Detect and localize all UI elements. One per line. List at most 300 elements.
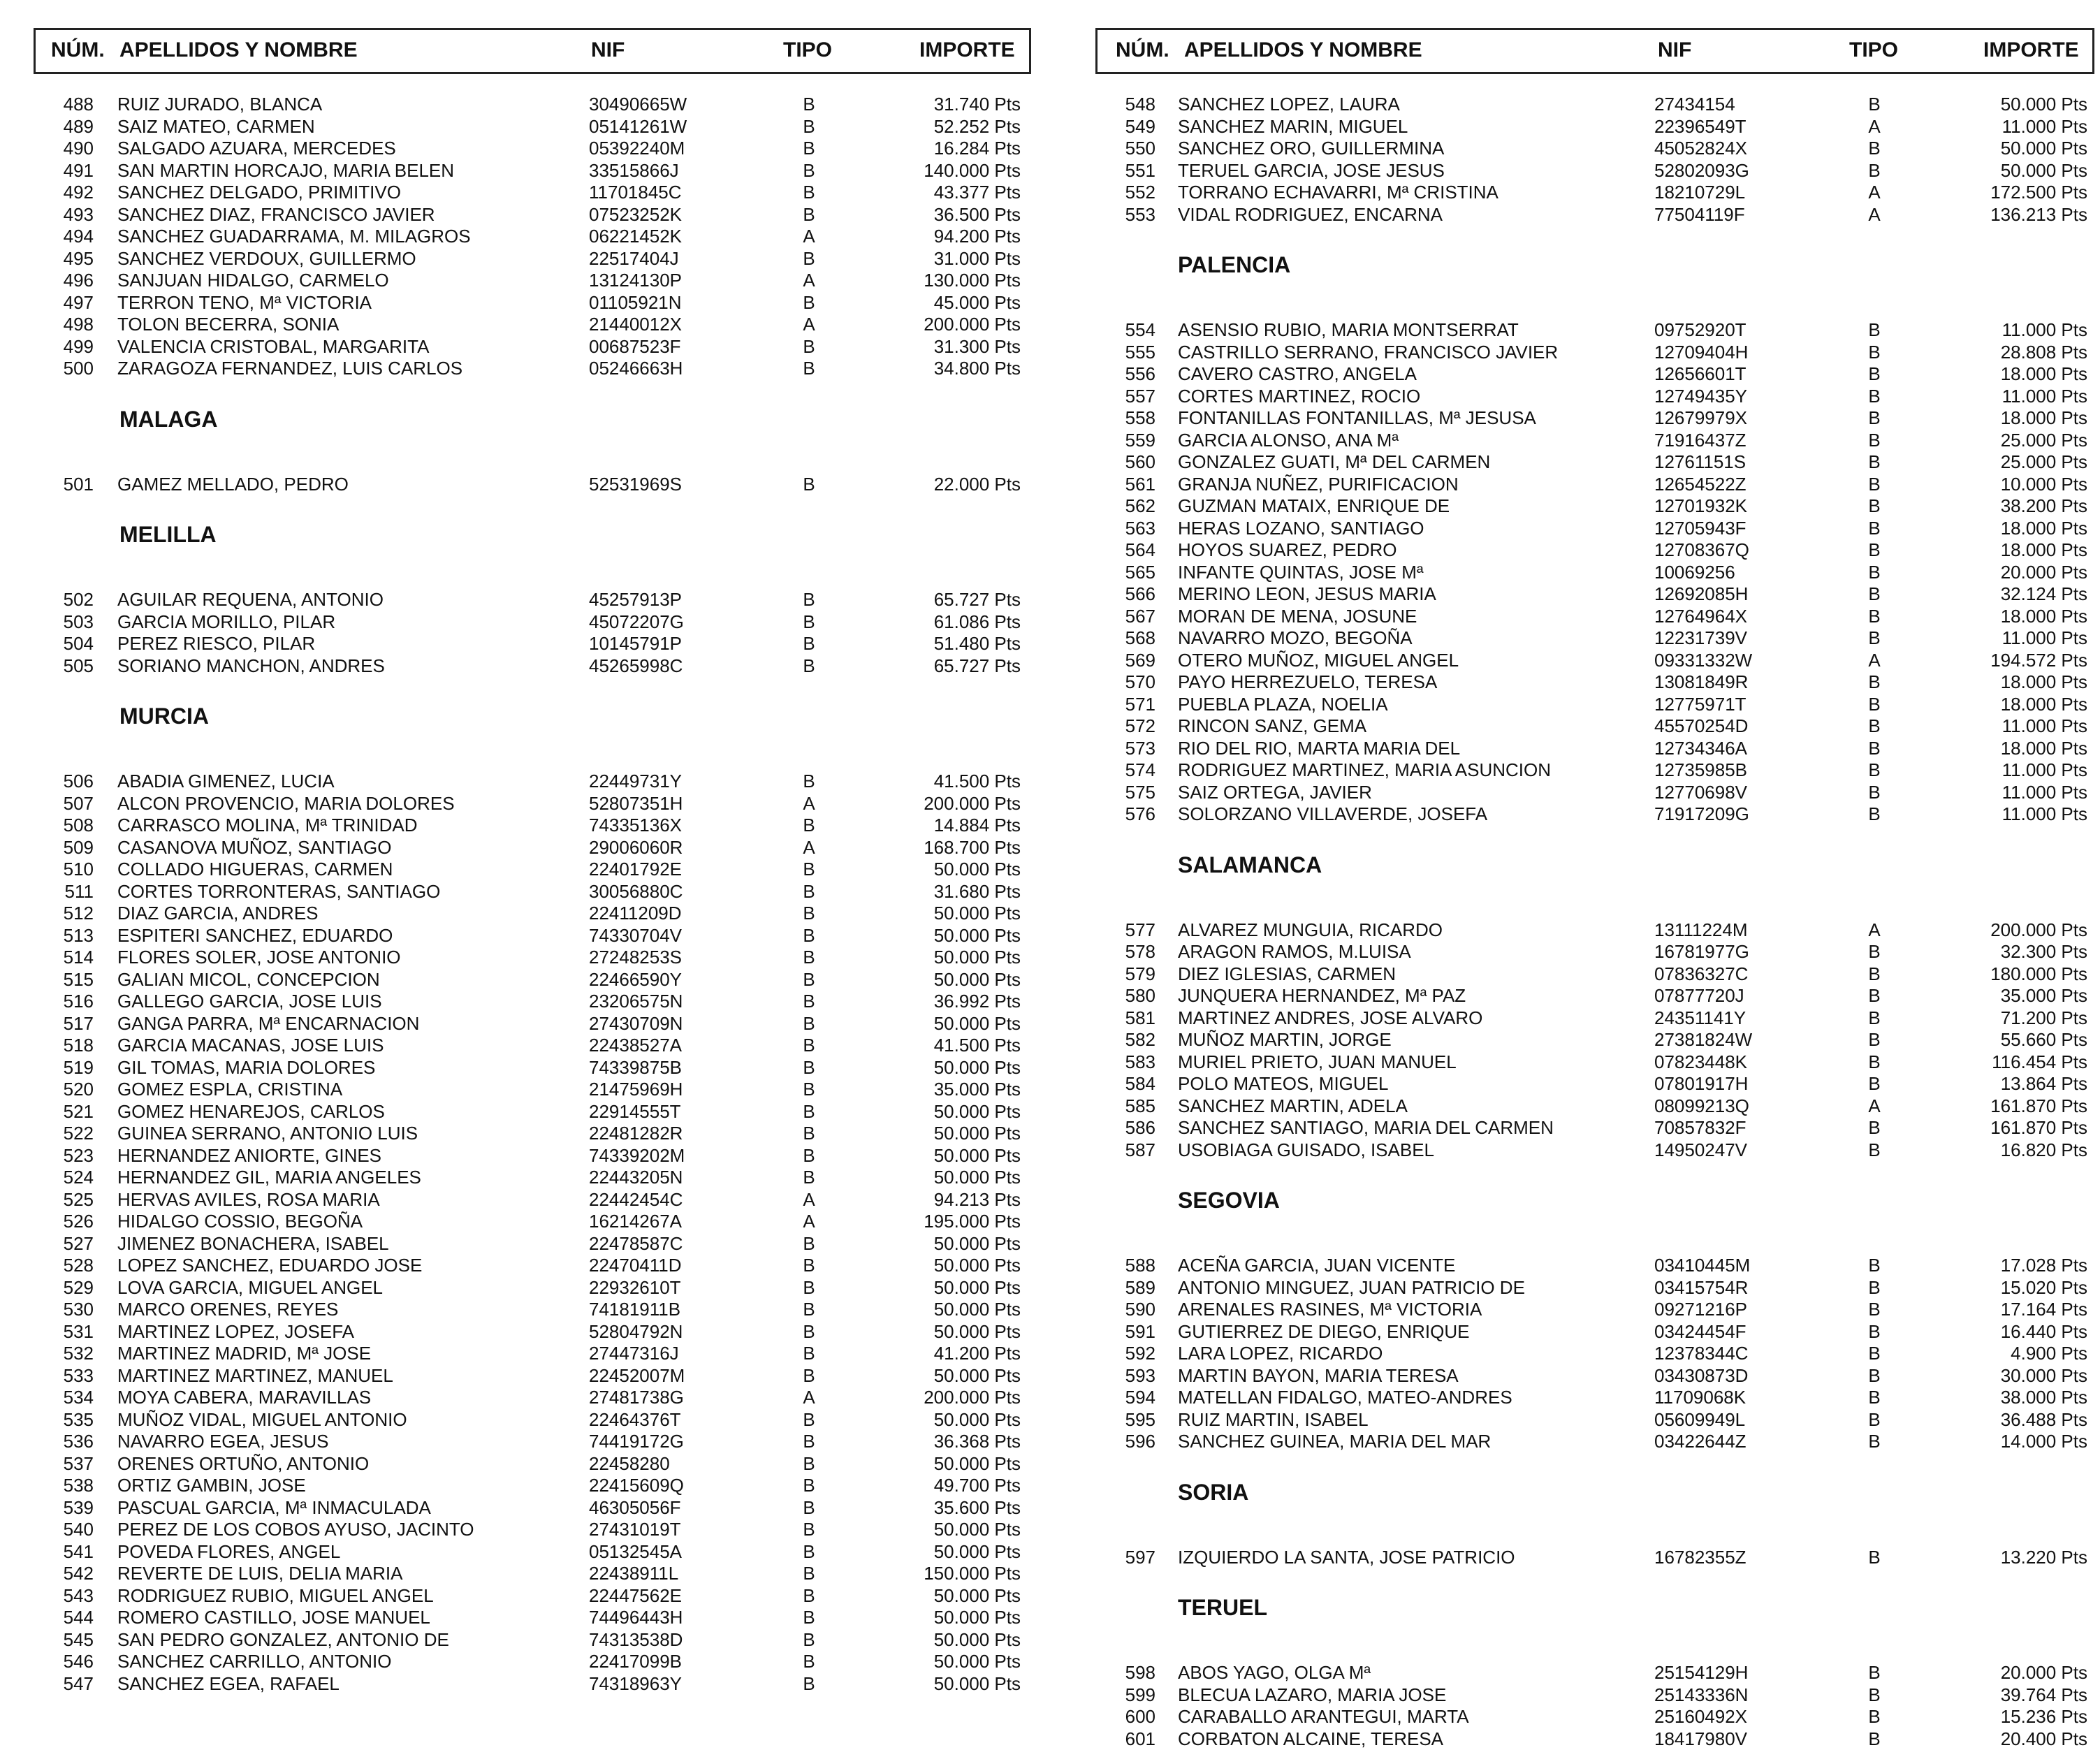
row-importe: 71.200 Pts [1920,1007,2087,1030]
row-name: CARABALLO ARANTEGUI, MARTA [1178,1706,1469,1728]
row-importe: 11.000 Pts [1920,759,2087,782]
row-importe: 17.164 Pts [1920,1299,2087,1321]
row-importe: 116.454 Pts [1920,1051,2087,1074]
row-importe: 50.000 Pts [858,1453,1021,1475]
row-nif: 10069256 [1654,562,1735,584]
row-name: INFANTE QUINTAS, JOSE Mª [1178,562,1424,584]
row-tipo: A [1853,116,1895,138]
table-row [34,1321,1031,1343]
row-tipo: B [788,633,830,655]
table-row [1095,539,2094,562]
row-tipo: B [1853,451,1895,474]
row-nif: 09271216P [1654,1299,1747,1321]
row-tipo: B [788,1057,830,1079]
row-importe: 50.000 Pts [858,1167,1021,1189]
row-nif: 71916437Z [1654,430,1747,452]
row-name: MURIEL PRIETO, JUAN MANUEL [1178,1051,1457,1074]
row-nif: 21475969H [589,1079,683,1101]
row-tipo: B [1853,627,1895,650]
row-number: 576 [1095,803,1155,826]
right-column [1095,28,2094,1750]
row-number: 504 [34,633,94,655]
section-heading [34,677,1031,771]
table-row [1095,583,2094,606]
row-nif: 12708367Q [1654,539,1749,562]
table-row [34,1233,1031,1255]
row-tipo: B [788,1585,830,1607]
row-tipo: B [788,1607,830,1629]
row-tipo: B [788,1145,830,1167]
row-nif: 22481282R [589,1123,683,1145]
row-number: 541 [34,1541,94,1563]
row-nif: 13124130P [589,270,682,292]
row-number: 495 [34,248,94,270]
row-importe: 161.870 Pts [1920,1095,2087,1118]
row-name: SOLORZANO VILLAVERDE, JOSEFA [1178,803,1487,826]
row-name: GARCIA ALONSO, ANA Mª [1178,430,1399,452]
row-name: SANCHEZ CARRILLO, ANTONIO [117,1651,392,1673]
table-row [34,1519,1031,1541]
row-name: CARRASCO MOLINA, Mª TRINIDAD [117,815,418,837]
row-number: 592 [1095,1343,1155,1365]
row-tipo: A [788,1189,830,1211]
left-column-body [34,94,1031,1695]
row-nif: 22411209D [589,903,682,925]
table-row [1095,1029,2094,1051]
row-importe: 36.992 Pts [858,991,1021,1013]
row-name: SANCHEZ GUINEA, MARIA DEL MAR [1178,1431,1491,1453]
row-number: 540 [34,1519,94,1541]
table-row [34,1255,1031,1277]
row-nif: 30056880C [589,881,683,903]
row-tipo: B [788,1541,830,1563]
row-name: GIL TOMAS, MARIA DOLORES [117,1057,375,1079]
row-nif: 22401792E [589,859,682,881]
row-name: PASCUAL GARCIA, Mª INMACULADA [117,1497,431,1519]
row-number: 547 [34,1673,94,1696]
row-tipo: B [788,771,830,793]
row-number: 587 [1095,1139,1155,1162]
row-importe: 195.000 Pts [858,1211,1021,1233]
row-tipo: B [788,336,830,358]
row-nif: 22517404J [589,248,679,270]
row-name: MUÑOZ VIDAL, MIGUEL ANTONIO [117,1409,407,1431]
table-row [34,226,1031,248]
row-name: ORENES ORTUÑO, ANTONIO [117,1453,369,1475]
row-tipo: B [1853,1431,1895,1453]
row-importe: 61.086 Pts [858,611,1021,634]
row-name: JUNQUERA HERNANDEZ, Mª PAZ [1178,985,1466,1007]
table-row [34,837,1031,859]
row-importe: 15.236 Pts [1920,1706,2087,1728]
row-number: 556 [1095,363,1155,386]
row-number: 488 [34,94,94,116]
row-number: 494 [34,226,94,248]
row-tipo: B [1853,1387,1895,1409]
row-name: SANCHEZ SANTIAGO, MARIA DEL CARMEN [1178,1117,1554,1139]
row-importe: 50.000 Pts [858,1255,1021,1277]
row-importe: 35.600 Pts [858,1497,1021,1519]
row-number: 574 [1095,759,1155,782]
row-nif: 03415754R [1654,1277,1748,1299]
row-nif: 22458280 [589,1453,670,1475]
table-row [34,925,1031,947]
row-name: HOYOS SUAREZ, PEDRO [1178,539,1397,562]
table-row [34,815,1031,837]
row-number: 544 [34,1607,94,1629]
row-name: ANTONIO MINGUEZ, JUAN PATRICIO DE [1178,1277,1525,1299]
row-nif: 25154129H [1654,1662,1748,1684]
table-row [1095,451,2094,474]
row-nif: 22396549T [1654,116,1747,138]
row-name: HERVAS AVILES, ROSA MARIA [117,1189,380,1211]
row-nif: 14950247V [1654,1139,1747,1162]
row-number: 503 [34,611,94,634]
row-tipo: B [788,611,830,634]
row-tipo: B [1853,1321,1895,1343]
row-importe: 25.000 Pts [1920,451,2087,474]
table-row [34,881,1031,903]
table-row [1095,1095,2094,1118]
row-name: SANCHEZ DIAZ, FRANCISCO JAVIER [117,204,435,226]
row-name: HERAS LOZANO, SANTIAGO [1178,518,1424,540]
row-tipo: B [1853,363,1895,386]
table-row [1095,1684,2094,1707]
row-number: 529 [34,1277,94,1299]
row-tipo: A [1853,919,1895,942]
row-number: 512 [34,903,94,925]
row-tipo: B [1853,539,1895,562]
row-importe: 38.000 Pts [1920,1387,2087,1409]
row-importe: 30.000 Pts [1920,1365,2087,1387]
row-number: 511 [34,881,94,903]
row-importe: 31.740 Pts [858,94,1021,116]
row-number: 526 [34,1211,94,1233]
row-name: OTERO MUÑOZ, MIGUEL ANGEL [1178,650,1459,672]
row-importe: 36.368 Pts [858,1431,1021,1453]
row-nif: 27481738G [589,1387,684,1409]
row-number: 589 [1095,1277,1155,1299]
row-number: 586 [1095,1117,1155,1139]
row-importe: 11.000 Pts [1920,803,2087,826]
row-nif: 12705943F [1654,518,1747,540]
row-number: 580 [1095,985,1155,1007]
table-row [34,138,1031,160]
row-tipo: B [788,248,830,270]
row-tipo: B [1853,1728,1895,1750]
table-row [1095,1255,2094,1277]
row-number: 532 [34,1343,94,1365]
row-importe: 18.000 Pts [1920,518,2087,540]
section-title: SALAMANCA [1178,852,1322,878]
row-nif: 07801917H [1654,1073,1748,1095]
row-nif: 74318963Y [589,1673,682,1696]
table-row [1095,919,2094,942]
row-nif: 52804792N [589,1321,683,1343]
row-nif: 05609949L [1654,1409,1745,1431]
row-importe: 32.300 Pts [1920,941,2087,963]
row-name: DIAZ GARCIA, ANDRES [117,903,319,925]
row-nif: 74339875B [589,1057,682,1079]
row-importe: 25.000 Pts [1920,430,2087,452]
table-row [1095,1073,2094,1095]
row-tipo: A [788,1211,830,1233]
table-row [1095,1117,2094,1139]
row-importe: 180.000 Pts [1920,963,2087,986]
row-nif: 22443205N [589,1167,683,1189]
row-nif: 16782355Z [1654,1547,1747,1569]
row-nif: 12775971T [1654,694,1747,716]
table-row [1095,650,2094,672]
row-importe: 20.000 Pts [1920,562,2087,584]
row-number: 518 [34,1035,94,1057]
row-number: 519 [34,1057,94,1079]
row-nif: 74330704V [589,925,682,947]
row-number: 599 [1095,1684,1155,1707]
row-importe: 18.000 Pts [1920,738,2087,760]
row-nif: 10145791P [589,633,682,655]
table-row [34,358,1031,380]
row-tipo: B [1853,138,1895,160]
row-importe: 36.488 Pts [1920,1409,2087,1431]
row-importe: 14.000 Pts [1920,1431,2087,1453]
table-row [34,1409,1031,1431]
row-tipo: B [788,116,830,138]
row-nif: 05246663H [589,358,683,380]
row-name: GOMEZ HENAREJOS, CARLOS [117,1101,385,1123]
row-name: ABOS YAGO, OLGA Mª [1178,1662,1371,1684]
row-importe: 194.572 Pts [1920,650,2087,672]
row-importe: 50.000 Pts [858,1629,1021,1651]
table-row [34,1673,1031,1696]
row-importe: 94.213 Pts [858,1189,1021,1211]
table-row [1095,160,2094,182]
row-tipo: B [1853,583,1895,606]
row-name: TERUEL GARCIA, JOSE JESUS [1178,160,1445,182]
row-importe: 10.000 Pts [1920,474,2087,496]
row-tipo: B [788,1123,830,1145]
row-number: 522 [34,1123,94,1145]
row-importe: 50.000 Pts [858,1321,1021,1343]
table-row [34,1123,1031,1145]
row-nif: 08099213Q [1654,1095,1749,1118]
row-importe: 50.000 Pts [858,969,1021,991]
row-number: 565 [1095,562,1155,584]
row-tipo: B [788,1563,830,1585]
header-importe: IMPORTE [1983,38,2079,62]
row-importe: 50.000 Pts [858,1365,1021,1387]
row-number: 578 [1095,941,1155,963]
row-importe: 150.000 Pts [858,1563,1021,1585]
row-name: SAN PEDRO GONZALEZ, ANTONIO DE [117,1629,449,1651]
table-row [1095,1409,2094,1431]
row-name: ORTIZ GAMBIN, JOSE [117,1475,306,1497]
row-name: ALVAREZ MUNGUIA, RICARDO [1178,919,1443,942]
table-row [34,633,1031,655]
row-number: 588 [1095,1255,1155,1277]
header-name: APELLIDOS Y NOMBRE [119,38,358,62]
row-nif: 07877720J [1654,985,1744,1007]
row-importe: 50.000 Pts [1920,138,2087,160]
row-name: VIDAL RODRIGUEZ, ENCARNA [1178,204,1443,226]
row-name: POLO MATEOS, MIGUEL [1178,1073,1388,1095]
row-nif: 71917209G [1654,803,1749,826]
table-row [34,1277,1031,1299]
row-number: 571 [1095,694,1155,716]
row-tipo: B [1853,386,1895,408]
row-nif: 22415609Q [589,1475,684,1497]
row-importe: 39.764 Pts [1920,1684,2087,1707]
row-tipo: B [788,1629,830,1651]
row-number: 528 [34,1255,94,1277]
row-tipo: B [1853,1117,1895,1139]
row-importe: 31.680 Pts [858,881,1021,903]
table-row [34,589,1031,611]
row-nif: 03430873D [1654,1365,1748,1387]
row-number: 566 [1095,583,1155,606]
row-nif: 21440012X [589,314,682,336]
table-row [1095,941,2094,963]
row-importe: 50.000 Pts [858,925,1021,947]
row-number: 552 [1095,182,1155,204]
row-tipo: B [1853,694,1895,716]
row-name: ABADIA GIMENEZ, LUCIA [117,771,335,793]
row-tipo: B [1853,1547,1895,1569]
row-number: 570 [1095,671,1155,694]
row-nif: 07836327C [1654,963,1748,986]
row-number: 568 [1095,627,1155,650]
row-importe: 50.000 Pts [858,1585,1021,1607]
row-tipo: B [788,292,830,314]
row-number: 579 [1095,963,1155,986]
row-name: GAMEZ MELLADO, PEDRO [117,474,349,496]
row-nif: 12701932K [1654,495,1747,518]
row-tipo: B [788,589,830,611]
table-row [34,314,1031,336]
row-nif: 22438527A [589,1035,682,1057]
row-name: ZARAGOZA FERNANDEZ, LUIS CARLOS [117,358,462,380]
row-tipo: B [1853,1343,1895,1365]
table-row [1095,495,2094,518]
row-name: MATELLAN FIDALGO, MATEO-ANDRES [1178,1387,1512,1409]
table-row [34,1475,1031,1497]
row-tipo: A [1853,650,1895,672]
row-nif: 70857832F [1654,1117,1747,1139]
row-name: CORBATON ALCAINE, TERESA [1178,1728,1443,1750]
row-nif: 05141261W [589,116,687,138]
row-name: PAYO HERREZUELO, TERESA [1178,671,1437,694]
row-number: 531 [34,1321,94,1343]
row-nif: 27431019T [589,1519,681,1541]
row-nif: 07523252K [589,204,682,226]
row-name: MARCO ORENES, REYES [117,1299,338,1321]
row-tipo: B [788,1299,830,1321]
row-importe: 50.000 Pts [858,1123,1021,1145]
row-number: 597 [1095,1547,1155,1569]
row-tipo: B [788,358,830,380]
section-heading [1095,226,2094,319]
row-nif: 30490665W [589,94,687,116]
row-importe: 51.480 Pts [858,633,1021,655]
table-row [34,771,1031,793]
row-nif: 12709404H [1654,342,1748,364]
row-name: GARCIA MORILLO, PILAR [117,611,335,634]
table-row [1095,738,2094,760]
row-importe: 35.000 Pts [858,1079,1021,1101]
row-name: MARTINEZ ANDRES, JOSE ALVARO [1178,1007,1482,1030]
row-importe: 50.000 Pts [858,947,1021,969]
row-number: 546 [34,1651,94,1673]
header-num: NÚM. [51,38,105,62]
row-number: 563 [1095,518,1155,540]
row-tipo: A [788,793,830,815]
row-name: CAVERO CASTRO, ANGELA [1178,363,1417,386]
row-importe: 50.000 Pts [858,1145,1021,1167]
row-tipo: B [788,94,830,116]
row-nif: 45265998C [589,655,683,678]
row-importe: 20.400 Pts [1920,1728,2087,1750]
row-name: ALCON PROVENCIO, MARIA DOLORES [117,793,455,815]
table-row [34,1189,1031,1211]
row-nif: 06221452K [589,226,682,248]
section-title: MALAGA [119,407,217,432]
table-row [34,1365,1031,1387]
table-row [34,655,1031,678]
row-importe: 11.000 Pts [1920,715,2087,738]
table-row [34,160,1031,182]
row-importe: 11.000 Pts [1920,782,2087,804]
row-number: 600 [1095,1706,1155,1728]
row-name: LOVA GARCIA, MIGUEL ANGEL [117,1277,383,1299]
row-tipo: B [788,1519,830,1541]
row-number: 593 [1095,1365,1155,1387]
row-importe: 34.800 Pts [858,358,1021,380]
row-importe: 18.000 Pts [1920,671,2087,694]
row-importe: 94.200 Pts [858,226,1021,248]
row-name: ARENALES RASINES, Mª VICTORIA [1178,1299,1482,1321]
row-tipo: B [1853,1706,1895,1728]
row-nif: 27447316J [589,1343,679,1365]
row-tipo: B [788,1365,830,1387]
section-title: PALENCIA [1178,252,1290,278]
row-nif: 18417980V [1654,1728,1747,1750]
table-row [1095,1662,2094,1684]
table-row [1095,963,2094,986]
row-name: SAIZ MATEO, CARMEN [117,116,315,138]
row-nif: 03410445M [1654,1255,1750,1277]
row-importe: 50.000 Pts [858,1651,1021,1673]
row-importe: 18.000 Pts [1920,539,2087,562]
row-number: 539 [34,1497,94,1519]
row-nif: 22447562E [589,1585,682,1607]
section-title: MURCIA [119,703,209,729]
row-nif: 05132545A [589,1541,682,1563]
row-name: ACEÑA GARCIA, JUAN VICENTE [1178,1255,1455,1277]
row-number: 585 [1095,1095,1155,1118]
row-name: MARTIN BAYON, MARIA TERESA [1178,1365,1459,1387]
row-number: 499 [34,336,94,358]
row-nif: 12734346A [1654,738,1747,760]
table-row [34,1167,1031,1189]
row-name: LARA LOPEZ, RICARDO [1178,1343,1383,1365]
row-name: CASTRILLO SERRANO, FRANCISCO JAVIER [1178,342,1558,364]
row-tipo: B [1853,782,1895,804]
table-row [34,991,1031,1013]
row-name: SANCHEZ VERDOUX, GUILLERMO [117,248,416,270]
row-tipo: B [788,1673,830,1696]
row-importe: 65.727 Pts [858,655,1021,678]
header-nif: NIF [1658,38,1691,62]
